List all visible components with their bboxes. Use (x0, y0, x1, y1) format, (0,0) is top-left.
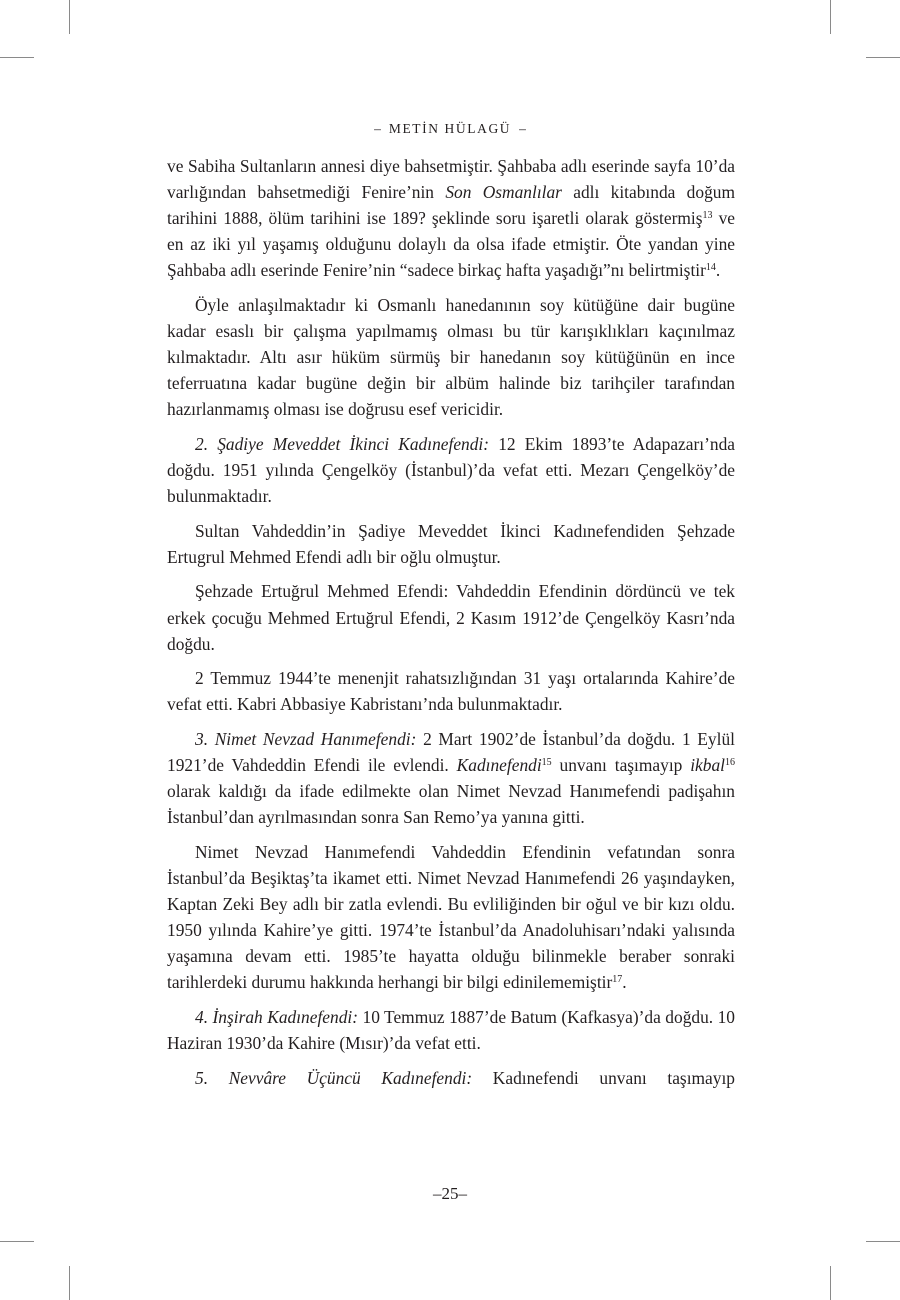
footnote-ref: 15 (541, 756, 552, 768)
crop-mark (866, 1241, 900, 1242)
crop-mark (0, 1241, 34, 1242)
running-head (0, 121, 900, 137)
crop-mark (866, 57, 900, 58)
text-run: . (622, 972, 627, 993)
running-head-title: METİN HÜLAGÜ (388, 121, 512, 136)
text-run: 2 Temmuz 1944’te menenjit rahatsızlığından 31 yaşı ortalarında Kahire’de vefat etti. Kabri Abbasiye Kabristanı’nda bulunmaktadır. (167, 668, 735, 715)
text-run: Sultan Vahdeddin’in Şadiye Meveddet İkinci Kadınefendiden Şehzade Ertugrul Mehmed Efendi adlı bir oğlu olmuştur. (167, 520, 735, 567)
paragraph (167, 726, 735, 830)
text-run: Kadınefendi unvanı taşımayıp (472, 1067, 735, 1088)
footnote-ref: 16 (725, 756, 735, 768)
italic-text: 2. Şadiye Meveddet İkinci Kadınefendi: (195, 433, 490, 454)
crop-mark (830, 1266, 831, 1300)
crop-mark (830, 0, 831, 34)
italic-text: 4. İnşirah Kadınefendi: (195, 1006, 359, 1027)
text-run: unvanı taşımayıp (551, 754, 691, 775)
text-run: 10 Temmuz 1887’de Batum (Kafkasya)’da doğdu. 10 Haziran 1930’da Kahire (Mısır)’da vefat etti. (167, 1006, 735, 1053)
text-run: adlı kitabında doğum tarihini 1888, ölüm tarihini ise 189? şeklinde soru işaretli olarak göstermiş (167, 182, 735, 229)
paragraph (167, 153, 735, 283)
text-run: Öyle anlaşılmaktadır ki Osmanlı hanedanının soy kütüğüne dair bugüne kadar esaslı bir çalışma yapılmamış olması bu tür karışıklıkları kaçınılmaz kılmaktadır. Altı asır hüküm sürmüş bir hanedanın soy kütüğünün en ince teferruatına kadar bugüne değin bir albüm halinde biz tarihçiler tarafından hazırlanmamış olması ise doğrusu esef vericidir. (167, 294, 735, 420)
italic-text: Kadınefendi (456, 754, 542, 775)
italic-text: 5. Nevvâre Üçüncü Kadınefendi: (195, 1067, 473, 1088)
text-run: 12 Ekim 1893’te Adapazarı’nda doğdu. 1951 yılında Çengelköy (İstanbul)’da vefat etti. Mezarı Çengelköy’de bulunmaktadır. (167, 433, 736, 507)
footnote-ref: 14 (705, 262, 716, 274)
paragraph (167, 665, 735, 717)
page-number: –25– (433, 1184, 467, 1203)
paragraph (167, 1065, 735, 1091)
paragraph (167, 292, 735, 422)
crop-mark (69, 0, 70, 34)
text-run: 2 Mart 1902’de İstanbul’da doğdu. 1 Eylül 1921’de Vahdeddin Efendi ile evlendi. (167, 728, 735, 775)
running-head-dash: – (374, 121, 381, 136)
text-run: Şehzade Ertuğrul Mehmed Efendi: Vahdeddin Efendinin dördüncü ve tek erkek çocuğu Mehmed Ertuğrul Efendi, 2 Kasım 1912’de Çengelköy Kasrı’nda doğdu. (167, 581, 735, 654)
body-text (167, 153, 735, 1099)
paragraph (167, 578, 735, 656)
paragraph (167, 1004, 735, 1056)
running-head-dash: – (519, 121, 526, 136)
footnote-ref: 13 (702, 210, 713, 222)
paragraph (167, 431, 735, 509)
paragraph (167, 518, 735, 570)
paragraph (167, 839, 735, 996)
text-run: ve Sabiha Sultanların annesi diye bahsetmiştir. Şahbaba adlı eserinde sayfa 10’da varlığından bahsetmediği Fenire’nin (167, 156, 735, 203)
text-run: . (715, 260, 721, 281)
crop-mark (69, 1266, 70, 1300)
footnote-ref: 17 (612, 974, 623, 986)
crop-mark (0, 57, 34, 58)
italic-text: 3. Nimet Nevzad Hanımefendi: (195, 728, 417, 749)
text-run: olarak kaldığı da ifade edilmekte olan Nimet Nevzad Hanımefendi padişahın İstanbul’dan ayrılmasından sonra San Remo’ya yanına gitti. (167, 781, 735, 828)
italic-text: ikbal (690, 754, 725, 775)
text-run: Nimet Nevzad Hanımefendi Vahdeddin Efendinin vefatından sonra İstanbul’da Beşiktaş’ta ikamet etti. Nimet Nevzad Hanımefendi 26 yaşındayken, Kaptan Zeki Bey adlı bir zatla evlendi. Bu evliliğinden bir oğul ve bir kızı oldu. 1950 yılında Kahire’ye gitti. 1974’te İstanbul’da Anadoluhisarı’ndaki yalısında yaşamına devam etti. 1985’te hayatta olduğu bilinmekle beraber sonraki tarihlerdeki durumu hakkında herhangi bir bilgi edinilememiştir (167, 841, 735, 993)
text-run: ve en az iki yıl yaşamış olduğunu dolaylı da olsa ifade etmiştir. Öte yandan yine Şahbaba adlı eserinde Fenire’nin “sadece birkaç hafta yaşadığı”nı belirtmiştir (167, 208, 735, 281)
italic-text: Son Osmanlılar (445, 182, 562, 203)
